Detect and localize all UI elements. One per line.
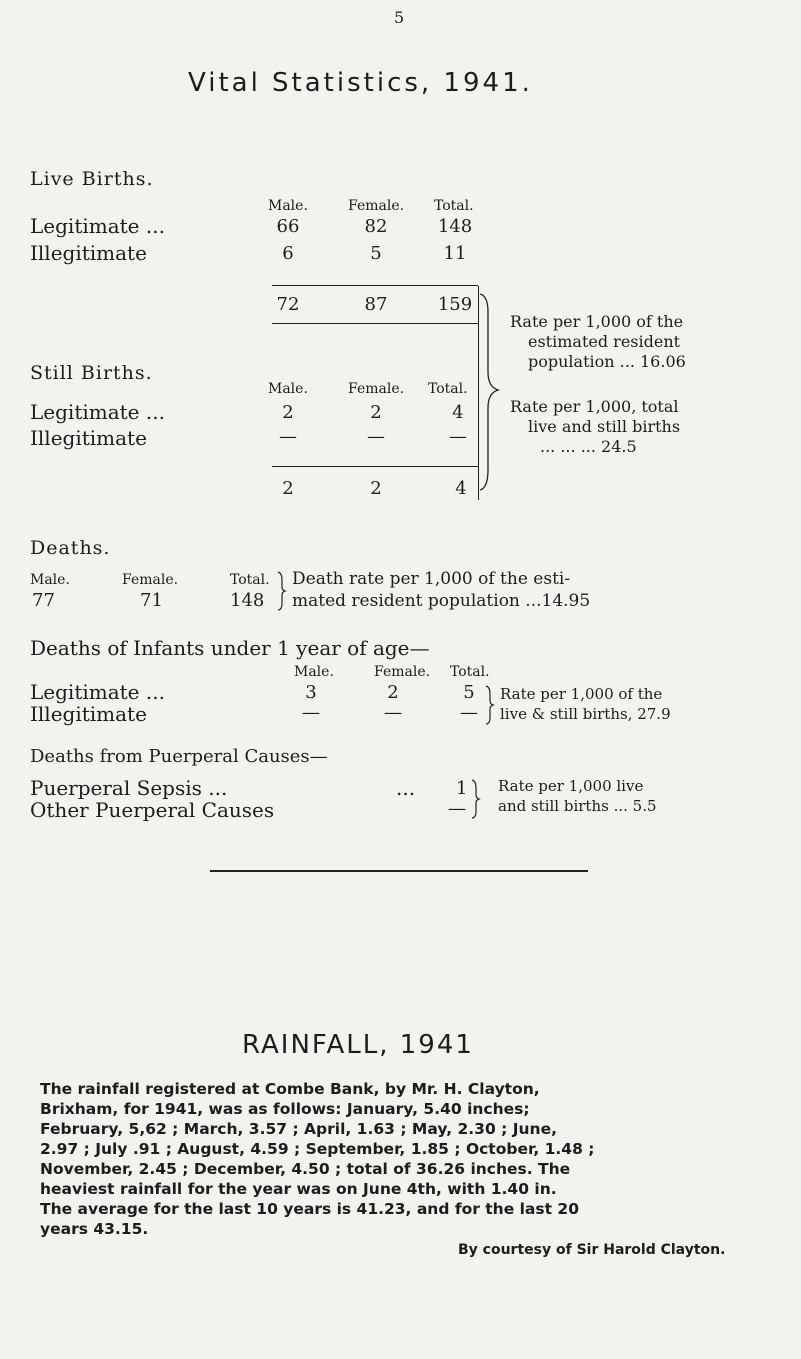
deaths-female: 71: [140, 590, 163, 611]
infant-row-label: Legitimate ...: [30, 680, 165, 704]
rainfall-paragraph-line: 2.97 ; July .91 ; August, 4.59 ; September, 1.85 ; October, 1.48 ;: [40, 1140, 595, 1158]
brace-icon: [276, 570, 288, 612]
page-number: 5: [394, 8, 405, 27]
birth-rate-text: ... ... ... 24.5: [540, 437, 637, 456]
live-births-cell: 6: [282, 243, 294, 264]
live-births-col-total: Total.: [434, 198, 474, 214]
birth-rate-text: Rate per 1,000 of the: [510, 312, 684, 331]
death-rate-text: Death rate per 1,000 of the esti-: [292, 569, 571, 589]
still-births-total: 2: [282, 478, 294, 499]
live-births-row-label: Legitimate ...: [30, 214, 165, 238]
rainfall-paragraph-line: Brixham, for 1941, was as follows: January, 5.40 inches;: [40, 1100, 530, 1118]
rainfall-paragraph-line: years 43.15.: [40, 1220, 149, 1238]
still-births-cell: —: [449, 426, 467, 447]
infant-rate-text: Rate per 1,000 of the: [500, 685, 663, 703]
still-births-row-label: Legitimate ...: [30, 400, 165, 424]
birth-rate-text: estimated resident: [528, 332, 681, 351]
brace-icon: [484, 684, 496, 726]
live-births-col-female: Female.: [348, 198, 405, 214]
infant-row-label: Illegitimate: [30, 702, 147, 726]
infant-rate-text: live & still births, 27.9: [500, 705, 671, 723]
still-births-heading: Still Births.: [30, 362, 153, 384]
deaths-heading: Deaths.: [30, 537, 111, 559]
still-births-total: 4: [455, 478, 467, 499]
live-births-col-male: Male.: [268, 198, 308, 214]
live-births-total: 159: [437, 294, 473, 315]
rainfall-paragraph-line: The rainfall registered at Combe Bank, by Mr. H. Clayton,: [40, 1080, 540, 1098]
infant-cell: 5: [463, 682, 475, 703]
live-births-total: 87: [364, 294, 388, 315]
puerperal-dots: ...: [396, 776, 416, 800]
infant-cell: —: [302, 702, 320, 723]
rainfall-paragraph-line: November, 2.45 ; December, 4.50 ; total of 36.26 inches. The: [40, 1160, 571, 1178]
infant-col-male: Male.: [294, 664, 334, 680]
deaths-total: 148: [230, 590, 265, 611]
live-births-total: 72: [276, 294, 300, 315]
still-births-total: 2: [370, 478, 382, 499]
rainfall-paragraph-line: heaviest rainfall for the year was on June 4th, with 1.40 in.: [40, 1180, 557, 1198]
birth-rate-text: population ... 16.06: [528, 352, 686, 371]
rainfall-paragraph-line: February, 5,62 ; March, 3.57 ; April, 1.63 ; May, 2.30 ; June,: [40, 1120, 557, 1138]
live-births-cell: 66: [276, 216, 300, 237]
deaths-col-male: Male.: [30, 572, 70, 588]
rainfall-title: RAINFALL, 1941: [242, 1030, 474, 1060]
live-births-row-label: Illegitimate: [30, 241, 147, 265]
divider: [272, 466, 478, 467]
still-births-cell: —: [367, 426, 385, 447]
infant-cell: 2: [387, 682, 399, 703]
live-births-heading: Live Births.: [30, 168, 154, 190]
puerperal-rate-text: and still births ... 5.5: [498, 797, 657, 815]
still-births-cell: 2: [282, 402, 294, 423]
still-births-col-male: Male.: [268, 381, 308, 397]
infant-cell: —: [460, 702, 478, 723]
puerperal-rate-text: Rate per 1,000 live: [498, 777, 644, 795]
live-births-cell: 5: [370, 243, 382, 264]
infant-cell: —: [384, 702, 402, 723]
puerperal-value: —: [448, 798, 466, 819]
infant-col-total: Total.: [450, 664, 490, 680]
puerperal-value: 1: [456, 778, 468, 799]
infant-cell: 3: [305, 682, 317, 703]
deaths-col-total: Total.: [230, 572, 270, 588]
rainfall-credit: By courtesy of Sir Harold Clayton.: [458, 1242, 726, 1258]
section-divider: [210, 870, 588, 872]
infant-col-female: Female.: [374, 664, 431, 680]
birth-rate-text: live and still births: [528, 417, 681, 436]
live-births-cell: 11: [443, 243, 467, 264]
still-births-cell: —: [279, 426, 297, 447]
rainfall-paragraph-line: The average for the last 10 years is 41.23, and for the last 20: [40, 1200, 579, 1218]
divider: [272, 323, 478, 324]
deaths-male: 77: [32, 590, 55, 611]
brace-icon: [478, 292, 508, 492]
still-births-cell: 4: [452, 402, 464, 423]
puerperal-heading: Deaths from Puerperal Causes—: [30, 746, 328, 767]
puerperal-row-label: Other Puerperal Causes: [30, 798, 275, 822]
still-births-col-female: Female.: [348, 381, 405, 397]
still-births-row-label: Illegitimate: [30, 426, 147, 450]
divider: [272, 285, 478, 286]
birth-rate-text: Rate per 1,000, total: [510, 397, 679, 416]
live-births-cell: 82: [364, 216, 388, 237]
page-title: Vital Statistics, 1941.: [188, 68, 533, 98]
brace-icon: [470, 778, 482, 820]
deaths-col-female: Female.: [122, 572, 179, 588]
infant-deaths-heading: Deaths of Infants under 1 year of age—: [30, 636, 430, 660]
still-births-cell: 2: [370, 402, 382, 423]
death-rate-text: mated resident population ...14.95: [292, 591, 591, 611]
still-births-col-total: Total.: [428, 381, 468, 397]
puerperal-row-label: Puerperal Sepsis ...: [30, 776, 228, 800]
live-births-cell: 148: [437, 216, 473, 237]
